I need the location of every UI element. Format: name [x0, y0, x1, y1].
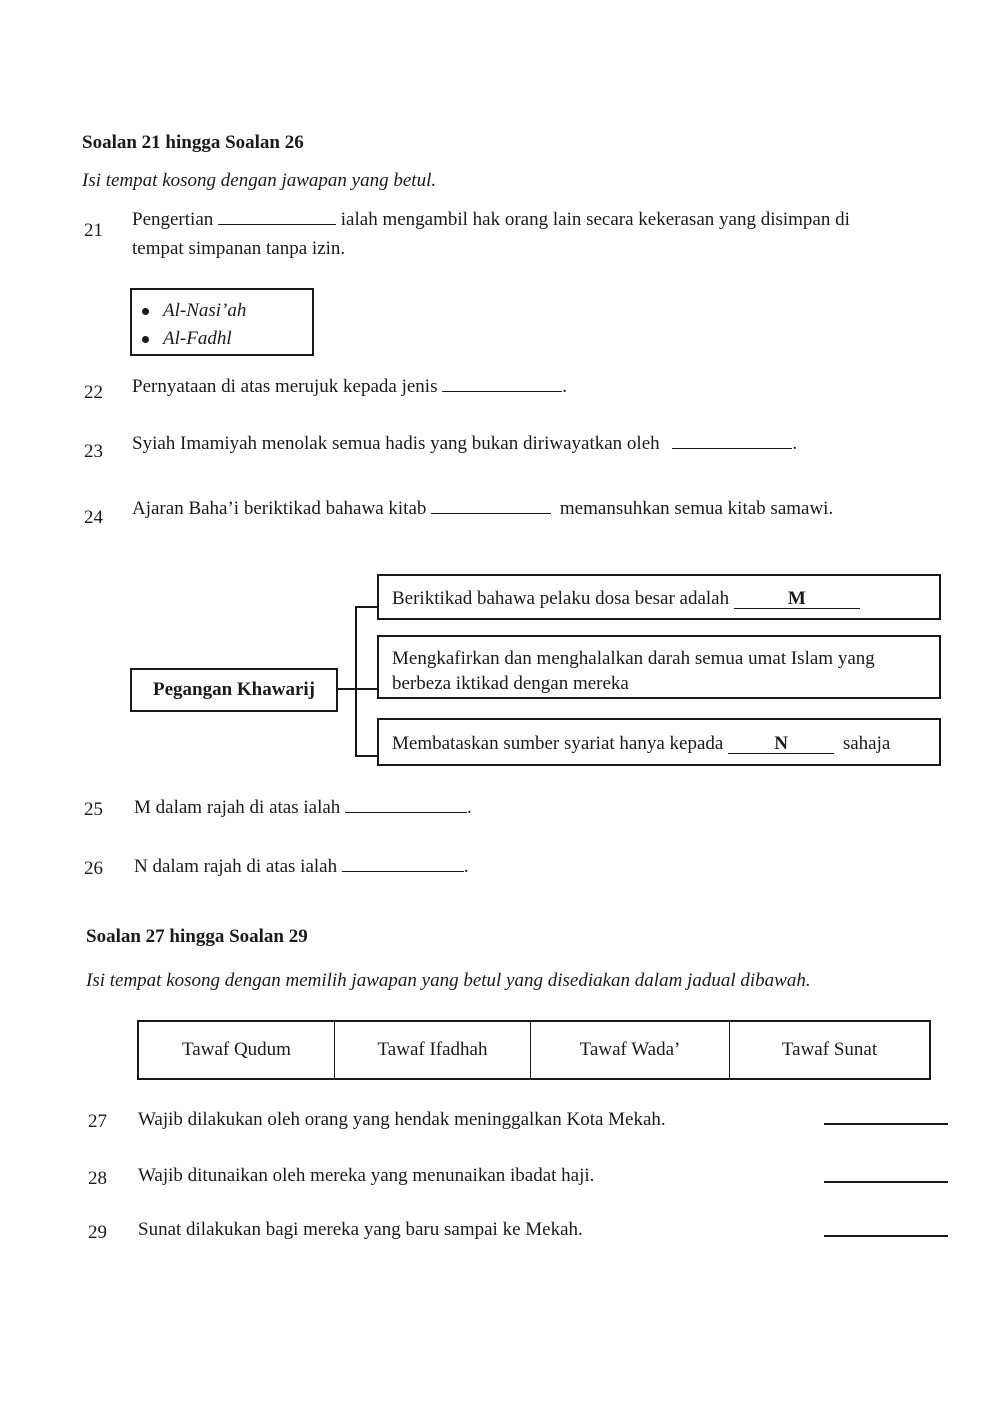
question-26: N dalam rajah di atas ialah . [134, 856, 469, 877]
options-table [137, 1020, 931, 1080]
diagram-branch-1-text: Beriktikad bahawa pelaku dosa besar adalah [392, 588, 730, 609]
diagram-branch-3 [377, 718, 941, 766]
question-23-answer-blank[interactable] [672, 432, 792, 449]
connector-line [355, 688, 377, 690]
section-2-heading: Soalan 27 hingga Soalan 29 [86, 926, 308, 947]
question-27-text: Wajib dilakukan oleh orang yang hendak meninggalkan Kota Mekah. [138, 1109, 666, 1130]
option-cell: Tawaf Ifadhah [335, 1022, 531, 1078]
section-2-instruction: Isi tempat kosong dengan memilih jawapan yang betul yang disediakan dalam jadual dibawah. [86, 970, 811, 991]
question-25: M dalam rajah di atas ialah . [134, 797, 472, 818]
question-29-text: Sunat dilakukan bagi mereka yang baru sampai ke Mekah. [138, 1219, 583, 1240]
question-21-answer-blank[interactable] [218, 208, 336, 225]
question-29-answer-blank[interactable] [824, 1235, 948, 1237]
question-24-answer-blank[interactable] [431, 497, 551, 514]
diagram-root-box [130, 668, 338, 712]
question-22: Pernyataan di atas merujuk kepada jenis . [132, 376, 567, 397]
question-21 [132, 208, 850, 231]
question-25-text: M dalam rajah di atas ialah [134, 797, 341, 818]
question-21-line-2: tempat simpanan tanpa izin. [132, 238, 346, 259]
diagram-branch-2-line-1: Mengkafirkan dan menghalalkan darah semua umat Islam yang [392, 648, 875, 669]
diagram-branch-2-line-2: berbeza iktikad dengan mereka [392, 673, 629, 694]
diagram-branch-2 [377, 635, 941, 699]
bullet-icon [142, 308, 149, 315]
connector-line [355, 606, 357, 756]
diagram-branch-3-label-n: N [728, 735, 834, 754]
section-1-heading: Soalan 21 hingga Soalan 26 [82, 132, 304, 153]
term-list-item: Al-Fadhl [142, 328, 312, 356]
diagram-root-label: Pegangan Khawarij [152, 679, 316, 700]
question-28-number: 28 [88, 1168, 107, 1189]
question-27-number: 27 [88, 1111, 107, 1132]
question-21-number: 21 [84, 220, 103, 241]
question-23: Syiah Imamiyah menolak semua hadis yang bukan diriwayatkan oleh . [132, 433, 798, 454]
question-23-number: 23 [84, 441, 103, 462]
connector-line [355, 755, 377, 757]
question-22-answer-blank[interactable] [442, 375, 562, 392]
question-22-number: 22 [84, 382, 103, 403]
option-cell: Tawaf Qudum [139, 1022, 335, 1078]
question-28-text: Wajib ditunaikan oleh mereka yang menunaikan ibadat haji. [138, 1165, 595, 1186]
bullet-icon [142, 336, 149, 343]
question-27-answer-blank[interactable] [824, 1123, 948, 1125]
question-28-answer-blank[interactable] [824, 1181, 948, 1183]
diagram-branch-3-text: Membataskan sumber syariat hanya kepada [392, 733, 724, 754]
section-1-instruction: Isi tempat kosong dengan jawapan yang betul. [82, 170, 437, 191]
question-29-number: 29 [88, 1222, 107, 1243]
question-26-text: N dalam rajah di atas ialah [134, 856, 338, 877]
term-list-box [130, 288, 314, 356]
diagram-branch-1-label-m: M [734, 590, 860, 609]
question-25-answer-blank[interactable] [345, 796, 467, 813]
question-22-text: Pernyataan di atas merujuk kepada jenis [132, 376, 438, 397]
option-cell: Tawaf Sunat [781, 1039, 878, 1060]
question-26-answer-blank[interactable] [342, 855, 464, 872]
question-23-text: Syiah Imamiyah menolak semua hadis yang bukan diriwayatkan oleh [132, 433, 660, 454]
option-cell: Tawaf Wada’ [531, 1022, 730, 1078]
connector-line [355, 606, 377, 608]
term-list-item: Al-Nasi’ah [142, 300, 312, 328]
question-21-text-before: Pengertian [132, 209, 214, 230]
question-24-text-after: memansuhkan semua kitab samawi. [559, 498, 834, 519]
question-21-text-after: ialah mengambil hak orang lain secara kekerasan yang disimpan di [340, 209, 850, 230]
question-26-number: 26 [84, 858, 103, 879]
question-24 [132, 497, 833, 520]
question-24-text-before: Ajaran Baha’i beriktikad bahawa kitab [132, 498, 427, 519]
question-25-number: 25 [84, 799, 103, 820]
question-24-number: 24 [84, 507, 103, 528]
diagram-branch-1 [377, 574, 941, 620]
diagram-branch-3-end: sahaja [842, 733, 891, 754]
connector-line [338, 688, 356, 690]
